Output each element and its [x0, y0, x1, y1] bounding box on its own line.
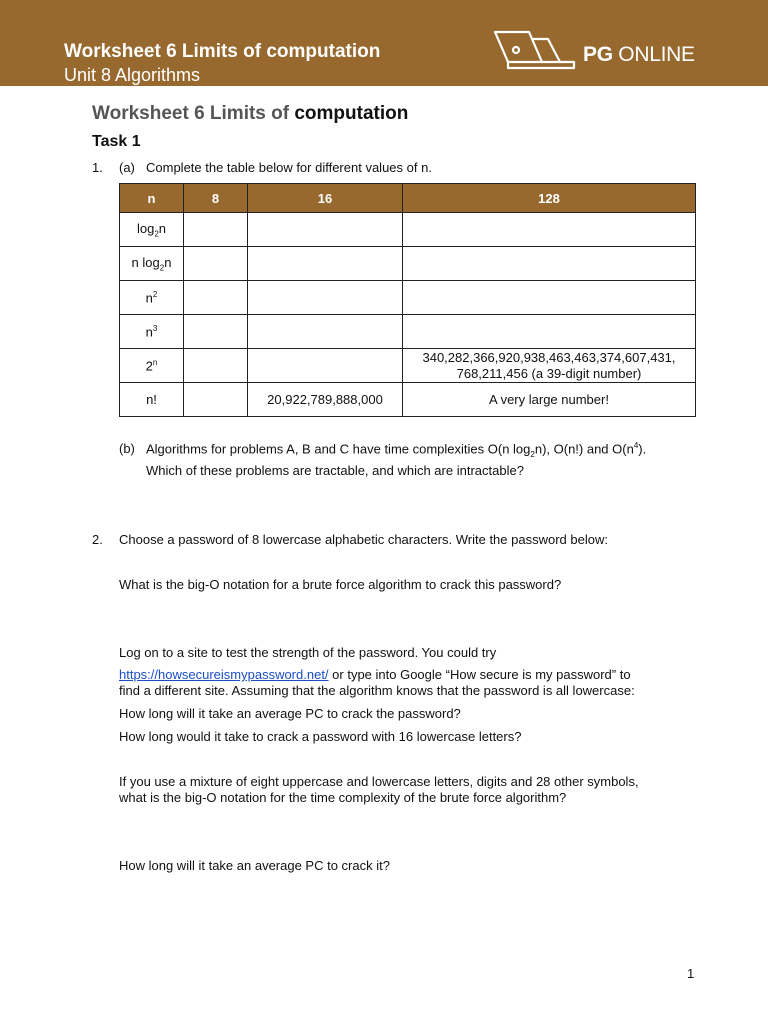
table-row — [120, 281, 696, 315]
table-header-128: 128 — [403, 184, 696, 213]
row-label-log2n: $\log_2n$ — [120, 213, 184, 247]
page-title-part1: Worksheet 6 Limits of — [92, 103, 295, 124]
table-row — [120, 247, 696, 281]
answer-cell[interactable] — [248, 315, 403, 349]
question-1b-label: (b) — [119, 441, 135, 456]
answer-cell[interactable] — [248, 247, 403, 281]
table-header-16: 16 — [248, 184, 403, 213]
pg-online-logo — [492, 28, 708, 80]
answer-cell[interactable] — [403, 213, 696, 247]
row-label-n-cubed: $n^3$ — [120, 315, 184, 349]
banner-subtitle: Unit 8 Algorithms — [64, 65, 201, 85]
table-header-n: n — [120, 184, 184, 213]
answer-cell[interactable] — [248, 213, 403, 247]
value-nfact-16: 20,922,789,888,000 — [248, 383, 403, 417]
table-row — [120, 315, 696, 349]
complexity-table — [119, 183, 696, 417]
page-title-part2: computation — [294, 103, 409, 124]
password-check-link[interactable]: https://howsecureismypassword.net/ — [119, 667, 329, 682]
answer-cell[interactable] — [403, 281, 696, 315]
question-1a-text: Complete the table below for different values of n. — [146, 160, 432, 175]
page-number: 1 — [687, 966, 695, 981]
table-header-row — [120, 184, 696, 213]
question-2-crack-mixture: How long will it take an average PC to crack it? — [119, 858, 390, 873]
question-2-mixture-line2: what is the big-O notation for the time complexity of the brute force algorithm? — [119, 790, 567, 805]
logo-brand: PG — [583, 43, 613, 66]
answer-cell[interactable] — [403, 315, 696, 349]
answer-cell[interactable] — [248, 349, 403, 383]
answer-cell[interactable] — [248, 281, 403, 315]
question-1a-label: (a) — [119, 160, 135, 175]
table-row — [120, 383, 696, 417]
logo-text — [583, 43, 695, 67]
row-label-2-power-n: 2$^n$ — [120, 349, 184, 383]
answer-cell[interactable] — [184, 349, 248, 383]
row-label-n-factorial: n! — [120, 383, 184, 417]
question-1-number: 1. — [92, 160, 103, 175]
question-2-bigo: What is the big-O notation for a brute force algorithm to crack this password? — [119, 577, 562, 592]
header-banner — [0, 0, 768, 86]
question-1b-text: Algorithms for problems A, B and C have time complexities O(n $\log_2n$), O(n!) and $O(n^4)$. — [146, 441, 647, 459]
laptop-icon — [492, 28, 578, 80]
table-row — [120, 349, 696, 383]
question-2-crack-time: How long will it take an average PC to crack the password? — [119, 706, 461, 721]
logo-word: ONLINE — [618, 43, 695, 66]
answer-cell[interactable] — [184, 281, 248, 315]
answer-cell[interactable] — [184, 315, 248, 349]
value-nfact-128: A very large number! — [403, 383, 696, 417]
question-1b-text-line2: Which of these problems are tractable, and which are intractable? — [146, 463, 524, 478]
row-label-nlog2n: n $\log_2n$ — [120, 247, 184, 281]
question-2-prompt: Choose a password of 8 lowercase alphabetic characters. Write the password below: — [119, 532, 608, 547]
question-2-site-intro: Log on to a site to test the strength of the password. You could try — [119, 645, 497, 660]
page-title — [92, 103, 408, 125]
row-label-n-squared: $n^2$ — [120, 281, 184, 315]
banner-title: Worksheet 6 Limits of computation — [64, 41, 381, 62]
table-row — [120, 213, 696, 247]
question-2-site-line: https://howsecureismypassword.net/ or type into Google “How secure is my password” to — [119, 667, 631, 682]
question-2-crack-16: How long would it take to crack a password with 16 lowercase letters? — [119, 729, 522, 744]
answer-cell[interactable] — [184, 213, 248, 247]
value-2n-128: 340,282,366,920,938,463,463,374,607,431, 768,211,456 (a 39-digit number) — [403, 349, 696, 383]
answer-cell[interactable] — [403, 247, 696, 281]
question-2-site-line2: find a different site. Assuming that the algorithm knows that the password is all lowercase: — [119, 683, 635, 698]
answer-cell[interactable] — [184, 247, 248, 281]
table-header-8: 8 — [184, 184, 248, 213]
question-2-mixture-line1: If you use a mixture of eight uppercase and lowercase letters, digits and 28 other symbols, — [119, 774, 639, 789]
question-2-number: 2. — [92, 532, 103, 547]
task-label: Task 1 — [92, 133, 141, 150]
answer-cell[interactable] — [184, 383, 248, 417]
